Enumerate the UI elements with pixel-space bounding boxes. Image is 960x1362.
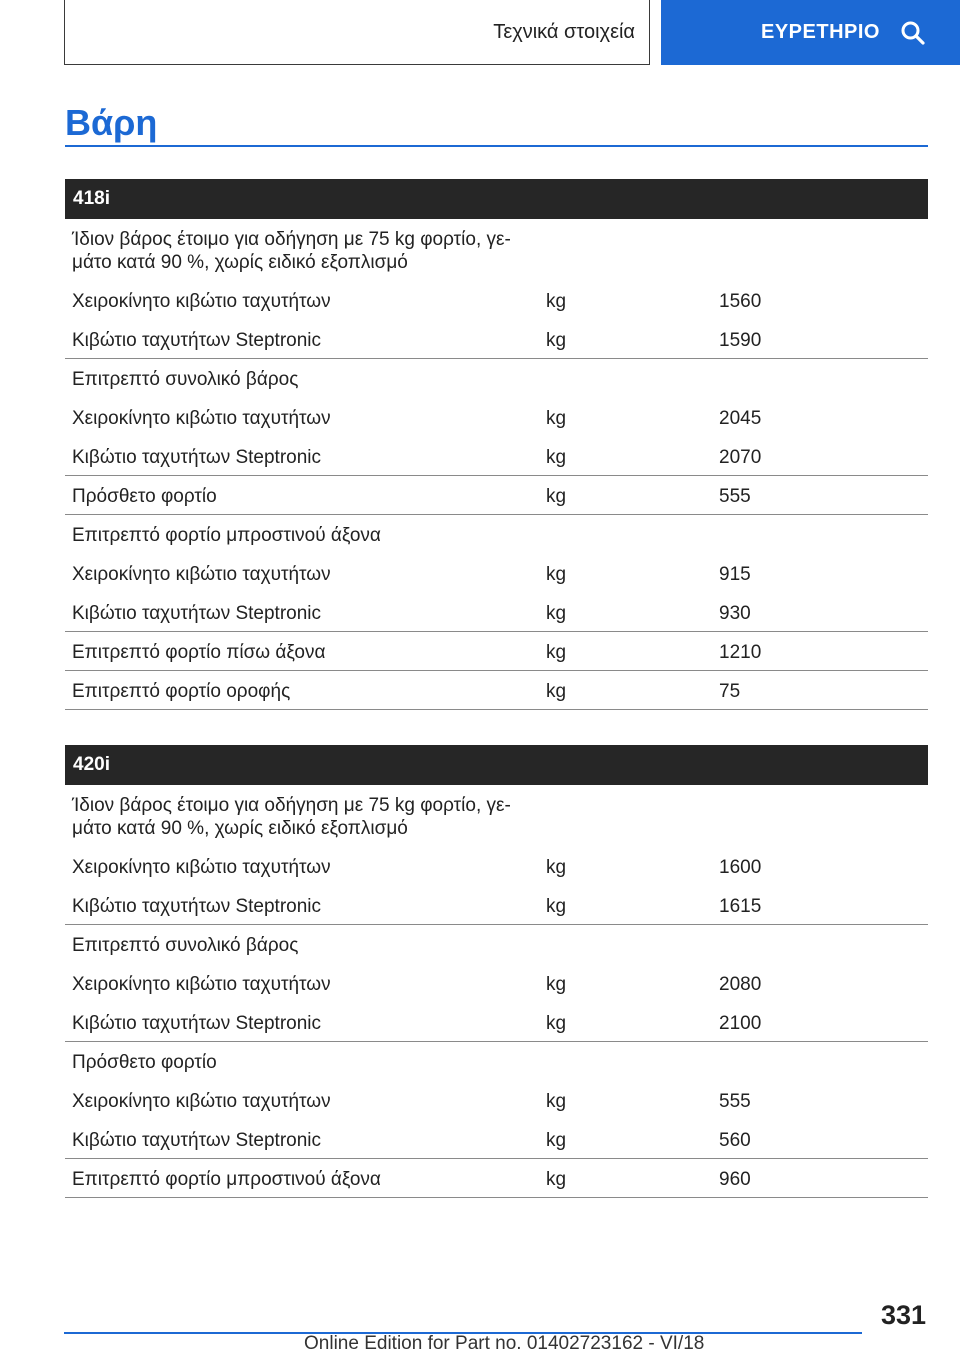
row-label: Κιβώτιο ταχυτήτων Steptronic bbox=[72, 1013, 322, 1034]
row-unit: kg bbox=[546, 447, 567, 468]
row-value: 1210 bbox=[719, 642, 762, 663]
page-title: Βάρη bbox=[65, 102, 158, 143]
row-unit: kg bbox=[546, 603, 567, 624]
table-row bbox=[65, 847, 928, 886]
search-icon[interactable] bbox=[900, 20, 926, 46]
row-label: Πρόσθετο φορτίο bbox=[72, 1052, 217, 1073]
table-row bbox=[65, 632, 928, 671]
row-label: Χειροκίνητο κιβώτιο ταχυτήτων bbox=[72, 974, 331, 995]
section-tab[interactable] bbox=[64, 0, 650, 65]
table-row bbox=[65, 219, 928, 281]
table-model-header bbox=[65, 179, 928, 219]
row-value: 2080 bbox=[719, 974, 762, 995]
row-label: Ίδιον βάρος έτοιμο για οδήγηση με 75 kg φορτίο, γε- μάτο κατά 90 %, χωρίς ειδικό εξοπλισμό bbox=[72, 795, 511, 839]
row-value: 2100 bbox=[719, 1013, 762, 1034]
row-unit: kg bbox=[546, 681, 567, 702]
row-unit: kg bbox=[546, 1013, 567, 1034]
model-name: 420i bbox=[73, 754, 110, 775]
row-label: Χειροκίνητο κιβώτιο ταχυτήτων bbox=[72, 564, 331, 585]
table-row bbox=[65, 964, 928, 1003]
row-label: Κιβώτιο ταχυτήτων Steptronic bbox=[72, 447, 322, 468]
row-value: 960 bbox=[719, 1169, 751, 1190]
row-value: 1600 bbox=[719, 857, 762, 878]
row-unit: kg bbox=[546, 486, 567, 507]
row-value: 75 bbox=[719, 681, 741, 702]
table-row bbox=[65, 1003, 928, 1042]
table-row bbox=[65, 281, 928, 320]
table-row bbox=[65, 437, 928, 476]
row-label: Κιβώτιο ταχυτήτων Steptronic bbox=[72, 1130, 322, 1151]
index-label: ΕΥΡΕΤΗΡΙΟ bbox=[761, 21, 880, 43]
table-model-header bbox=[65, 745, 928, 785]
row-unit: kg bbox=[546, 564, 567, 585]
table-row bbox=[65, 593, 928, 632]
row-value: 915 bbox=[719, 564, 751, 585]
spec-table-418i bbox=[65, 179, 928, 710]
row-value: 2070 bbox=[719, 447, 762, 468]
section-tab-label: Τεχνικά στοιχεία bbox=[493, 20, 635, 43]
row-label: Επιτρεπτό συνολικό βάρος bbox=[72, 369, 299, 390]
table-row bbox=[65, 398, 928, 437]
row-label: Χειροκίνητο κιβώτιο ταχυτήτων bbox=[72, 1091, 331, 1112]
row-value: 1590 bbox=[719, 330, 762, 351]
row-label: Πρόσθετο φορτίο bbox=[72, 486, 217, 507]
table-row bbox=[65, 886, 928, 925]
row-value: 1615 bbox=[719, 896, 762, 917]
row-value: 555 bbox=[719, 486, 751, 507]
table-row bbox=[65, 1081, 928, 1120]
row-unit: kg bbox=[546, 896, 567, 917]
table-row bbox=[65, 1159, 928, 1198]
model-name: 418i bbox=[73, 188, 110, 209]
row-label: Επιτρεπτό συνολικό βάρος bbox=[72, 935, 299, 956]
row-label: Χειροκίνητο κιβώτιο ταχυτήτων bbox=[72, 408, 331, 429]
row-unit: kg bbox=[546, 642, 567, 663]
table-row bbox=[65, 320, 928, 359]
table-row bbox=[65, 1120, 928, 1159]
row-label: Επιτρεπτό φορτίο μπροστινού άξονα bbox=[72, 1169, 381, 1190]
row-unit: kg bbox=[546, 1091, 567, 1112]
table-row bbox=[65, 359, 928, 398]
table-row bbox=[65, 785, 928, 847]
row-value: 930 bbox=[719, 603, 751, 624]
row-unit: kg bbox=[546, 291, 567, 312]
row-label: Επιτρεπτό φορτίο πίσω άξονα bbox=[72, 642, 326, 663]
row-label: Επιτρεπτό φορτίο οροφής bbox=[72, 681, 291, 702]
row-label: Επιτρεπτό φορτίο μπροστινού άξονα bbox=[72, 525, 381, 546]
page-number: 331 bbox=[880, 1300, 926, 1330]
table-row bbox=[65, 515, 928, 554]
row-label: Κιβώτιο ταχυτήτων Steptronic bbox=[72, 330, 322, 351]
row-label: Χειροκίνητο κιβώτιο ταχυτήτων bbox=[72, 291, 331, 312]
table-row bbox=[65, 1042, 928, 1081]
row-unit: kg bbox=[546, 1130, 567, 1151]
table-row bbox=[65, 476, 928, 515]
row-label: Χειροκίνητο κιβώτιο ταχυτήτων bbox=[72, 857, 331, 878]
row-unit: kg bbox=[546, 408, 567, 429]
row-unit: kg bbox=[546, 330, 567, 351]
row-value: 560 bbox=[719, 1130, 751, 1151]
row-value: 2045 bbox=[719, 408, 762, 429]
row-unit: kg bbox=[546, 857, 567, 878]
edition-note: Online Edition for Part no. 01402723162 - VI/18 bbox=[304, 1333, 705, 1354]
table-row bbox=[65, 671, 928, 710]
title-divider bbox=[65, 145, 928, 147]
index-button[interactable] bbox=[661, 0, 960, 65]
row-value: 1560 bbox=[719, 291, 762, 312]
row-label: Κιβώτιο ταχυτήτων Steptronic bbox=[72, 896, 322, 917]
row-label: Ίδιον βάρος έτοιμο για οδήγηση με 75 kg φορτίο, γε- μάτο κατά 90 %, χωρίς ειδικό εξοπλισμό bbox=[72, 229, 511, 273]
row-value: 555 bbox=[719, 1091, 751, 1112]
spec-table-420i bbox=[65, 745, 928, 1198]
row-unit: kg bbox=[546, 1169, 567, 1190]
row-unit: kg bbox=[546, 974, 567, 995]
table-row bbox=[65, 554, 928, 593]
table-row bbox=[65, 925, 928, 964]
row-label: Κιβώτιο ταχυτήτων Steptronic bbox=[72, 603, 322, 624]
